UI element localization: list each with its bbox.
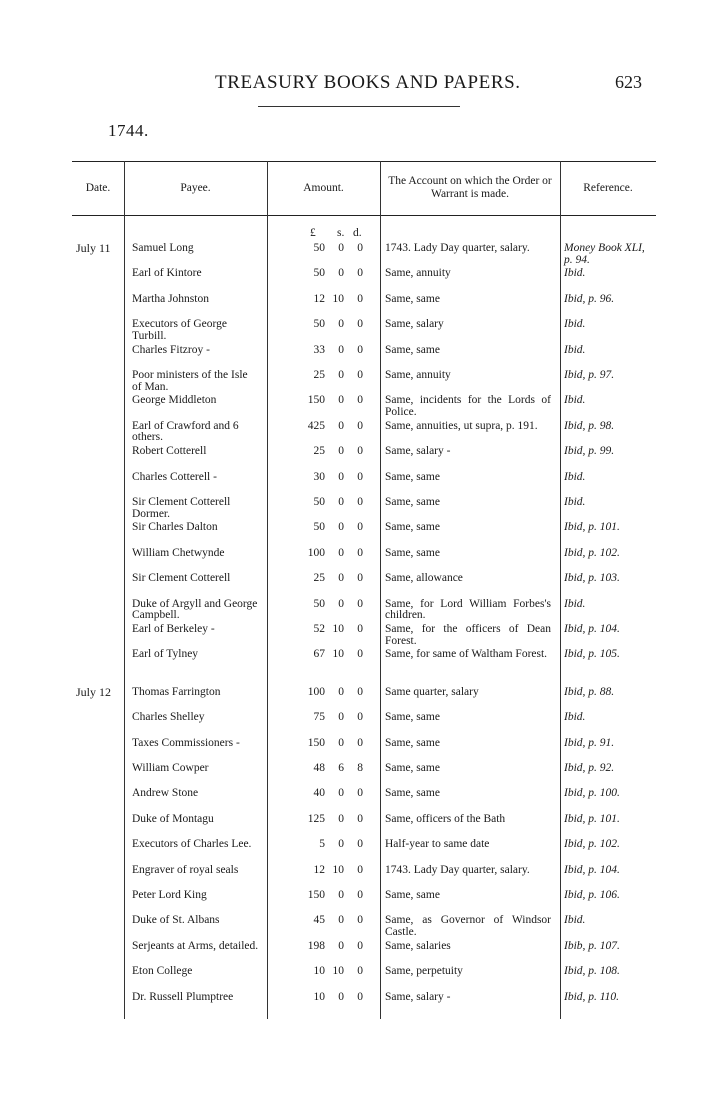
row-pounds: 12	[313, 863, 325, 876]
row-pence: 0	[357, 597, 363, 610]
row-reference: Ibid, p. 104.	[564, 863, 620, 876]
row-shillings: 0	[338, 914, 344, 927]
table-row	[72, 939, 656, 964]
row-pence: 0	[357, 711, 363, 724]
row-pence: 0	[357, 838, 363, 851]
row-payee: William Cowper	[132, 762, 209, 774]
table-row	[72, 470, 656, 495]
row-pence: 0	[357, 939, 363, 952]
row-shillings: 0	[338, 990, 344, 1003]
row-account: Same, annuity	[385, 369, 451, 381]
row-pence: 0	[357, 736, 363, 749]
row-pence: 0	[357, 572, 363, 585]
row-payee: Sir Clement Cotterell	[132, 572, 231, 585]
row-shillings: 0	[338, 470, 344, 483]
row-shillings: 10	[332, 648, 344, 661]
row-pounds: 67	[313, 648, 325, 661]
row-shillings: 0	[338, 597, 344, 610]
table-row	[72, 368, 656, 393]
table-row	[72, 736, 656, 761]
row-pounds: 50	[313, 242, 325, 254]
table-row	[72, 292, 656, 317]
row-account: Same, for Lord William Forbes's children.	[385, 597, 551, 622]
row-reference: Ibid, p. 110.	[564, 990, 620, 1003]
row-payee: William Chetwynde	[132, 546, 225, 559]
table-row	[72, 520, 656, 545]
row-pence: 0	[357, 685, 363, 698]
row-account: Same, same	[385, 787, 440, 800]
row-shillings: 10	[332, 965, 344, 978]
column-header-account: The Account on which the Order or Warrant is made.	[388, 175, 552, 200]
row-account: Same, salary -	[385, 990, 451, 1003]
row-shillings: 0	[338, 496, 344, 508]
row-account: 1743. Lady Day quarter, salary.	[385, 242, 530, 254]
row-shillings: 0	[338, 521, 344, 534]
running-title: TREASURY BOOKS AND PAPERS.	[215, 72, 521, 93]
row-account: Same, perpetuity	[385, 965, 463, 978]
row-payee: Poor ministers of the Isle of Man.	[132, 369, 248, 393]
row-pence: 0	[357, 242, 363, 254]
row-pounds: 50	[313, 318, 325, 331]
row-pounds: 100	[307, 685, 325, 698]
row-pence: 0	[357, 343, 363, 356]
row-reference: Ibid, p. 103.	[564, 572, 620, 585]
row-pounds: 50	[313, 267, 325, 280]
row-shillings: 0	[338, 736, 344, 749]
row-pounds: 40	[313, 787, 325, 800]
row-reference: Ibid, p. 91.	[564, 736, 615, 749]
row-pounds: 150	[307, 394, 325, 407]
row-shillings: 0	[338, 812, 344, 825]
row-payee: Eton College	[132, 965, 193, 978]
row-pence: 0	[357, 863, 363, 876]
table-row	[72, 812, 656, 837]
row-payee: Sir Clement Cotterell Dormer.	[132, 496, 231, 520]
row-account: Same, incidents for the Lords of Police.	[385, 394, 551, 418]
row-shillings: 0	[338, 445, 344, 458]
row-pence: 0	[357, 812, 363, 825]
row-account: Same, same	[385, 343, 440, 356]
row-account: Same, salary	[385, 318, 444, 331]
row-account: Half-year to same date	[385, 838, 490, 851]
row-pence: 0	[357, 521, 363, 534]
row-pounds: 25	[313, 572, 325, 585]
table-row	[72, 990, 656, 1015]
row-payee: Earl of Tylney	[132, 648, 199, 661]
row-payee: Charles Cotterell -	[132, 470, 217, 483]
row-reference: Ibid, p. 100.	[564, 787, 620, 800]
row-shillings: 0	[338, 267, 344, 280]
row-pounds: 150	[307, 736, 325, 749]
row-payee: Executors of George Turbill.	[132, 318, 227, 342]
row-reference: Ibid, p. 106.	[564, 889, 620, 901]
row-reference: Ibid.	[564, 267, 586, 280]
row-reference: Ibid, p. 101.	[564, 812, 620, 825]
row-reference: Ibid, p. 99.	[564, 445, 615, 458]
row-account: Same, salary -	[385, 445, 451, 458]
table-row	[72, 786, 656, 811]
table-row	[72, 685, 656, 710]
row-pounds: 50	[313, 496, 325, 508]
row-pence: 0	[357, 419, 363, 432]
row-account: Same, annuities, ut supra, p. 191.	[385, 419, 538, 432]
table-row	[72, 863, 656, 888]
row-shillings: 10	[332, 623, 344, 635]
row-shillings: 0	[338, 343, 344, 356]
row-pounds: 425	[307, 419, 325, 432]
row-pence: 0	[357, 318, 363, 331]
table-row	[72, 710, 656, 735]
table-row	[72, 761, 656, 786]
table-row	[72, 913, 656, 938]
table-row	[72, 393, 656, 418]
row-payee: Dr. Russell Plumptree	[132, 990, 234, 1003]
row-pence: 0	[357, 394, 363, 407]
row-account: Same, same	[385, 496, 440, 508]
row-account: Same, salaries	[385, 939, 451, 952]
row-pounds: 75	[313, 711, 325, 724]
row-shillings: 0	[338, 394, 344, 407]
row-pence: 8	[357, 762, 363, 774]
table-row	[72, 241, 656, 266]
row-pence: 0	[357, 292, 363, 305]
row-payee: Martha Johnston	[132, 292, 209, 305]
row-account: 1743. Lady Day quarter, salary.	[385, 863, 530, 876]
table-row	[72, 837, 656, 862]
row-pence: 0	[357, 787, 363, 800]
row-account: Same, same	[385, 292, 440, 305]
row-pounds: 25	[313, 369, 325, 381]
row-reference: Ibid, p. 98.	[564, 419, 615, 432]
amount-units	[267, 227, 380, 241]
row-pence: 0	[357, 267, 363, 280]
column-header-reference: Reference.	[583, 181, 633, 194]
row-reference: Ibid.	[564, 343, 586, 356]
row-payee: Duke of St. Albans	[132, 914, 220, 927]
row-reference: Ibid, p. 102.	[564, 546, 620, 559]
row-payee: Engraver of royal seals	[132, 863, 239, 876]
row-pounds: 198	[307, 939, 325, 952]
row-pounds: 30	[313, 470, 325, 483]
table-row	[72, 444, 656, 469]
row-payee: Thomas Farrington	[132, 685, 221, 698]
row-account: Same, same	[385, 711, 440, 724]
row-payee: Executors of Charles Lee.	[132, 838, 252, 851]
row-payee: Robert Cotterell	[132, 445, 207, 458]
row-pence: 0	[357, 965, 363, 978]
row-pounds: 150	[307, 889, 325, 901]
row-pounds: 50	[313, 597, 325, 610]
table-row	[72, 495, 656, 520]
row-reference: Money Book XLI, p. 94.	[564, 242, 645, 266]
unit-pence: d.	[353, 227, 362, 239]
table-row	[72, 343, 656, 368]
row-date: July 11	[76, 241, 111, 255]
row-pence: 0	[357, 546, 363, 559]
header-rule	[258, 106, 460, 107]
unit-pounds: £	[310, 227, 316, 239]
row-account: Same, for same of Waltham Forest.	[385, 648, 548, 661]
row-reference: Ibid, p. 108.	[564, 965, 620, 978]
table-row	[72, 546, 656, 571]
ledger-table	[72, 161, 656, 1019]
row-shillings: 0	[338, 242, 344, 254]
row-payee: Charles Fitzroy -	[132, 343, 210, 356]
row-payee: Sir Charles Dalton	[132, 521, 218, 534]
column-header-date: Date.	[85, 181, 111, 194]
row-reference: Ibid, p. 88.	[564, 685, 615, 698]
row-reference: Ibid.	[564, 496, 586, 508]
row-pence: 0	[357, 369, 363, 381]
table-header-rule	[72, 215, 656, 216]
table-row	[72, 317, 656, 342]
row-payee: Peter Lord King	[132, 889, 207, 901]
table-row	[72, 571, 656, 596]
row-reference: Ibid, p. 105.	[564, 648, 620, 661]
row-account: Same, same	[385, 889, 440, 901]
row-account: Same, officers of the Bath	[385, 812, 506, 825]
row-account: Same, allowance	[385, 572, 463, 585]
row-pounds: 48	[313, 762, 325, 774]
row-reference: Ibid.	[564, 470, 586, 483]
row-payee: Taxes Commissioners -	[132, 736, 240, 749]
row-pounds: 45	[313, 914, 325, 927]
row-pence: 0	[357, 445, 363, 458]
table-row	[72, 647, 656, 672]
row-pence: 0	[357, 648, 363, 661]
page-header	[0, 72, 722, 98]
row-pounds: 125	[307, 812, 325, 825]
row-reference: Ibid.	[564, 597, 586, 610]
row-payee: Duke of Argyll and George Campbell.	[132, 597, 258, 622]
row-payee: Serjeants at Arms, detailed.	[132, 939, 259, 952]
row-account: Same quarter, salary	[385, 685, 479, 698]
table-row	[72, 597, 656, 622]
row-shillings: 0	[338, 572, 344, 585]
row-date: July 12	[76, 684, 112, 699]
row-reference: Ibib, p. 107.	[564, 939, 620, 952]
row-account: Same, same	[385, 521, 440, 534]
row-payee: Andrew Stone	[132, 787, 199, 800]
column-header-payee: Payee.	[180, 181, 211, 194]
row-shillings: 0	[338, 419, 344, 432]
row-shillings: 6	[338, 762, 344, 774]
row-payee: Samuel Long	[132, 242, 194, 254]
row-payee: Earl of Crawford and 6 others.	[132, 419, 239, 444]
page-number: 623	[615, 72, 642, 92]
year-heading: 1744.	[108, 121, 149, 140]
unit-shillings: s.	[337, 227, 345, 239]
row-pounds: 12	[313, 292, 325, 305]
column-header-amount: Amount.	[303, 181, 344, 194]
table-row	[72, 266, 656, 291]
row-shillings: 0	[338, 685, 344, 698]
row-pence: 0	[357, 914, 363, 927]
row-pounds: 100	[307, 546, 325, 559]
row-reference: Ibid.	[564, 394, 586, 407]
row-reference: Ibid.	[564, 318, 586, 331]
row-pounds: 25	[313, 445, 325, 458]
row-pounds: 52	[313, 623, 325, 635]
row-pence: 0	[357, 470, 363, 483]
row-shillings: 0	[338, 889, 344, 901]
row-shillings: 0	[338, 939, 344, 952]
row-account: Same, same	[385, 546, 440, 559]
row-reference: Ibid, p. 102.	[564, 838, 620, 851]
row-reference: Ibid.	[564, 711, 586, 724]
table-row	[72, 964, 656, 989]
row-reference: Ibid.	[564, 914, 586, 927]
row-reference: Ibid, p. 104.	[564, 623, 620, 635]
row-pence: 0	[357, 496, 363, 508]
row-payee: Duke of Montagu	[132, 812, 214, 825]
row-reference: Ibid, p. 101.	[564, 521, 620, 534]
table-row	[72, 419, 656, 444]
row-reference: Ibid, p. 92.	[564, 762, 615, 774]
row-shillings: 10	[332, 292, 344, 305]
row-account: Same, annuity	[385, 267, 451, 280]
row-pounds: 33	[313, 343, 325, 356]
row-payee: Earl of Kintore	[132, 267, 202, 280]
row-pence: 0	[357, 623, 363, 635]
row-account: Same, for the officers of Dean Forest.	[385, 623, 551, 647]
row-pounds: 10	[313, 965, 325, 978]
row-pounds: 10	[313, 990, 325, 1003]
row-payee: Charles Shelley	[132, 711, 205, 724]
row-account: Same, same	[385, 736, 440, 749]
row-shillings: 0	[338, 546, 344, 559]
row-shillings: 0	[338, 838, 344, 851]
row-pence: 0	[357, 889, 363, 901]
row-reference: Ibid, p. 97.	[564, 369, 615, 381]
row-shillings: 0	[338, 369, 344, 381]
row-shillings: 0	[338, 711, 344, 724]
row-account: Same, as Governor of Windsor Castle.	[385, 914, 551, 938]
table-row	[72, 622, 656, 647]
row-pounds: 50	[313, 521, 325, 534]
row-shillings: 0	[338, 318, 344, 331]
row-payee: George Middleton	[132, 394, 217, 407]
table-row	[72, 888, 656, 913]
row-account: Same, same	[385, 470, 440, 483]
row-shillings: 10	[332, 863, 344, 876]
row-pounds: 5	[319, 838, 325, 851]
row-reference: Ibid, p. 96.	[564, 292, 615, 305]
row-account: Same, same	[385, 762, 440, 774]
row-pence: 0	[357, 990, 363, 1003]
row-shillings: 0	[338, 787, 344, 800]
row-payee: Earl of Berkeley -	[132, 623, 215, 635]
